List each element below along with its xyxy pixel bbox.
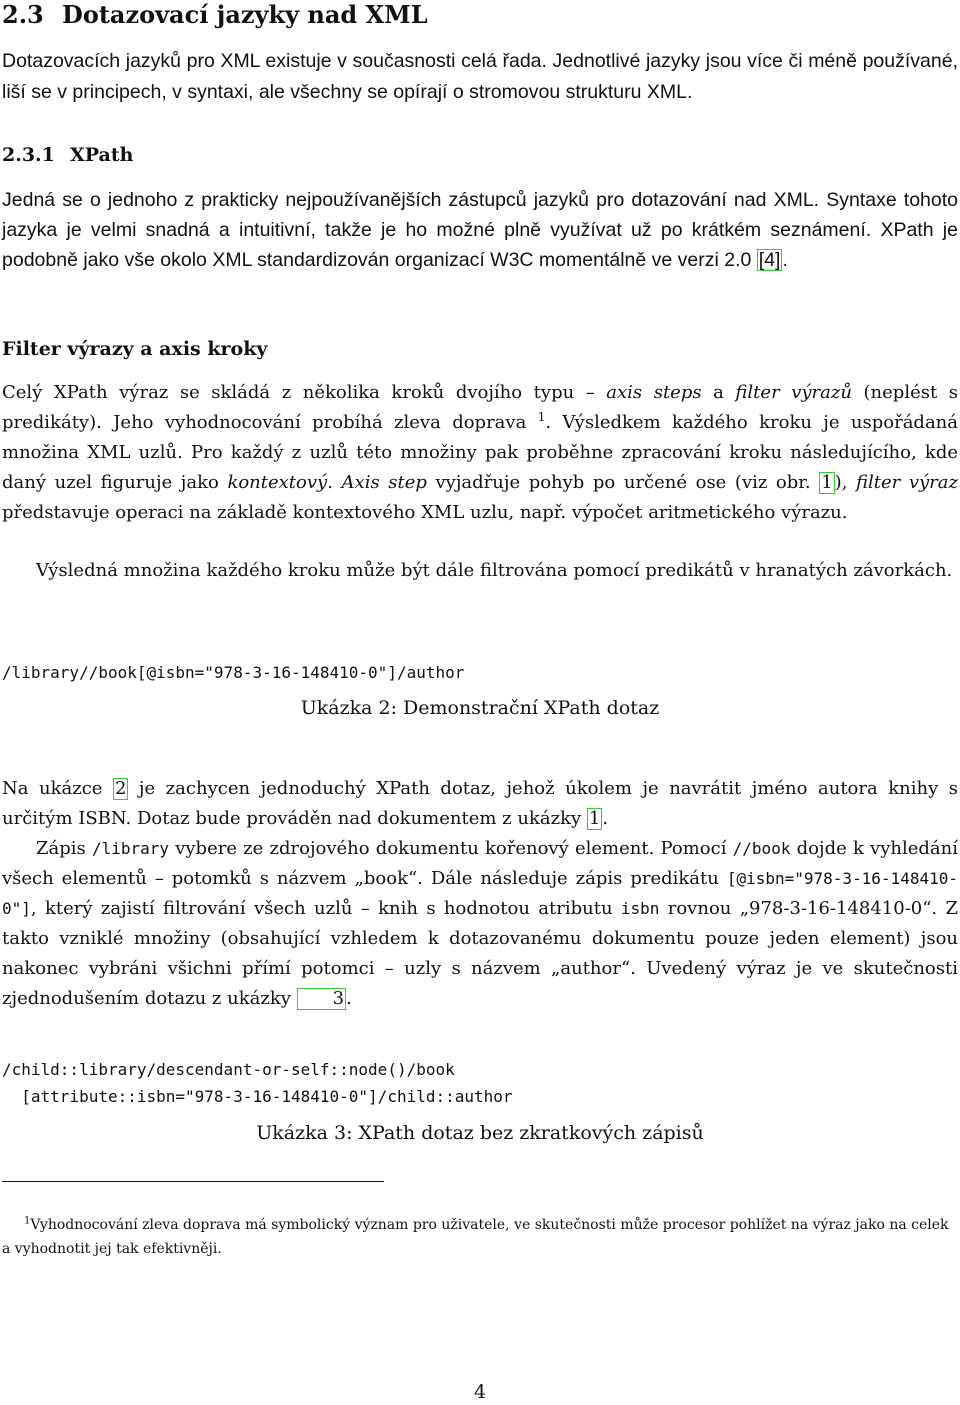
predicate-paragraph: Výsledná množina každého kroku může být dále filtrována pomocí predikátů v hranatých závorkách. (36, 560, 953, 581)
footnote: $^1$Vyhodnocování zleva doprava má symbolický význam pro uživatele, ve skutečnosti může procesor pohlížet na výraz jako na celek a vyhodnotit jej tak efektivněji. (2, 1215, 949, 1257)
subsection-number: 2.3.1 (2, 144, 55, 166)
section-heading (2, 0, 428, 30)
citation-link-4[interactable]: [4] (758, 249, 781, 271)
page-number: 4 (473, 1381, 487, 1403)
inline-code-library: /library (91, 839, 170, 858)
example-2-code: /library//book[@isbn="978-3-16-148410-0"]/author (2, 663, 465, 682)
example-3-code-line-1: /child::library/descendant-or-self::node()/book (2, 1060, 455, 1079)
subsection-heading (2, 141, 133, 169)
footnote-marker[interactable]: 1 (537, 410, 546, 424)
subsection-title: XPath (70, 144, 134, 166)
section-intro-paragraph: Dotazovacích jazyků pro XML existuje v současnosti celá řada. Jednotlivé jazyky jsou více či méně používané, liší se v principech, v syntaxi, ale všechny se opírají o stromovou strukturu XML. (2, 50, 958, 103)
inline-code-predicate: [@isbn="978-3-16-148410-0"] (2, 869, 958, 918)
explain-paragraph-2: Zápis /library vybere ze zdrojového dokumentu kořenový element. Pomocí //book dojde k vyhledání všech elementů – potomků s názvem „book“. Dále následuje zápis predikátu [@isbn="978-3-16-148410-0"], který zajistí filtrování všech uzlů – knih s hodnotou atributu isbn rovnou „978-3-16-148410-0“. Z takto vzniklé množiny (obsahující vzhledem k dotazovanému dokumentu pouze jeden element) jsou nakonec vybráni všichni přímí potomci – uzly s názvem „author“. Uvedený výraz je ve skutečnosti zjednodušením dotazu z ukázky 3 . (2, 838, 958, 1009)
filter-heading: Filter výrazy a axis kroky (2, 338, 268, 360)
example-link-1[interactable]: 1 (588, 808, 601, 829)
inline-code-isbn: isbn (620, 899, 660, 918)
footnote-rule (2, 1181, 384, 1182)
inline-code-book: //book (732, 839, 791, 858)
example-2-caption: Ukázka 2: Demonstrační XPath dotaz (300, 697, 660, 719)
section-number: 2.3 (2, 0, 44, 29)
example-link-2[interactable]: 2 (114, 778, 127, 799)
footnote-number: 1 (24, 1215, 31, 1227)
explain-paragraph-1: Na ukázce 2 je zachycen jednoduchý XPath dotaz, jehož úkolem je navrátit jméno autora knihy s určitým ISBN. Dotaz bude prováděn nad dokumentem z ukázky 1 . (2, 778, 959, 829)
example-link-3[interactable]: 3 (297, 988, 346, 1010)
section-title: Dotazovací jazyky nad XML (62, 0, 428, 29)
xpath-intro-paragraph: Jedná se o jednoho z prakticky nejpoužívanějších zástupců jazyků pro dotazování nad XML. Syntaxe tohoto jazyka je velmi snadná a intuitivní, takže je ho možné plně využívat už po krátkém seznámení. XPath je podobně jako vše okolo XML standardizován organizací W3C momentálně ve verzi 2.0 [4] . (2, 189, 958, 271)
filter-paragraph: Celý XPath výraz se skládá z několika kroků dvojího typu – axis steps a filter výrazů (neplést s predikáty). Jeho vyhodnocování probíhá zleva doprava $^1$. Výsledkem každého kroku je uspořádaná množina XML uzlů. Pro každý z uzlů této množiny pak proběhne zpracování kroku následujícího, kde daný uzel figuruje jako kontextový. Axis step vyjadřuje pohyb po určené ose (viz obr. 1 ), filter výraz představuje operaci na základě kontextového XML uzlu, např. výpočet aritmetického výrazu. (2, 382, 959, 523)
example-3-caption: Ukázka 3: XPath dotaz bez zkratkových zápisů (256, 1122, 704, 1144)
example-3-code-line-2: [attribute::isbn="978-3-16-148410-0"]/child::author (2, 1087, 513, 1106)
figure-link-1[interactable]: 1 (821, 472, 833, 493)
